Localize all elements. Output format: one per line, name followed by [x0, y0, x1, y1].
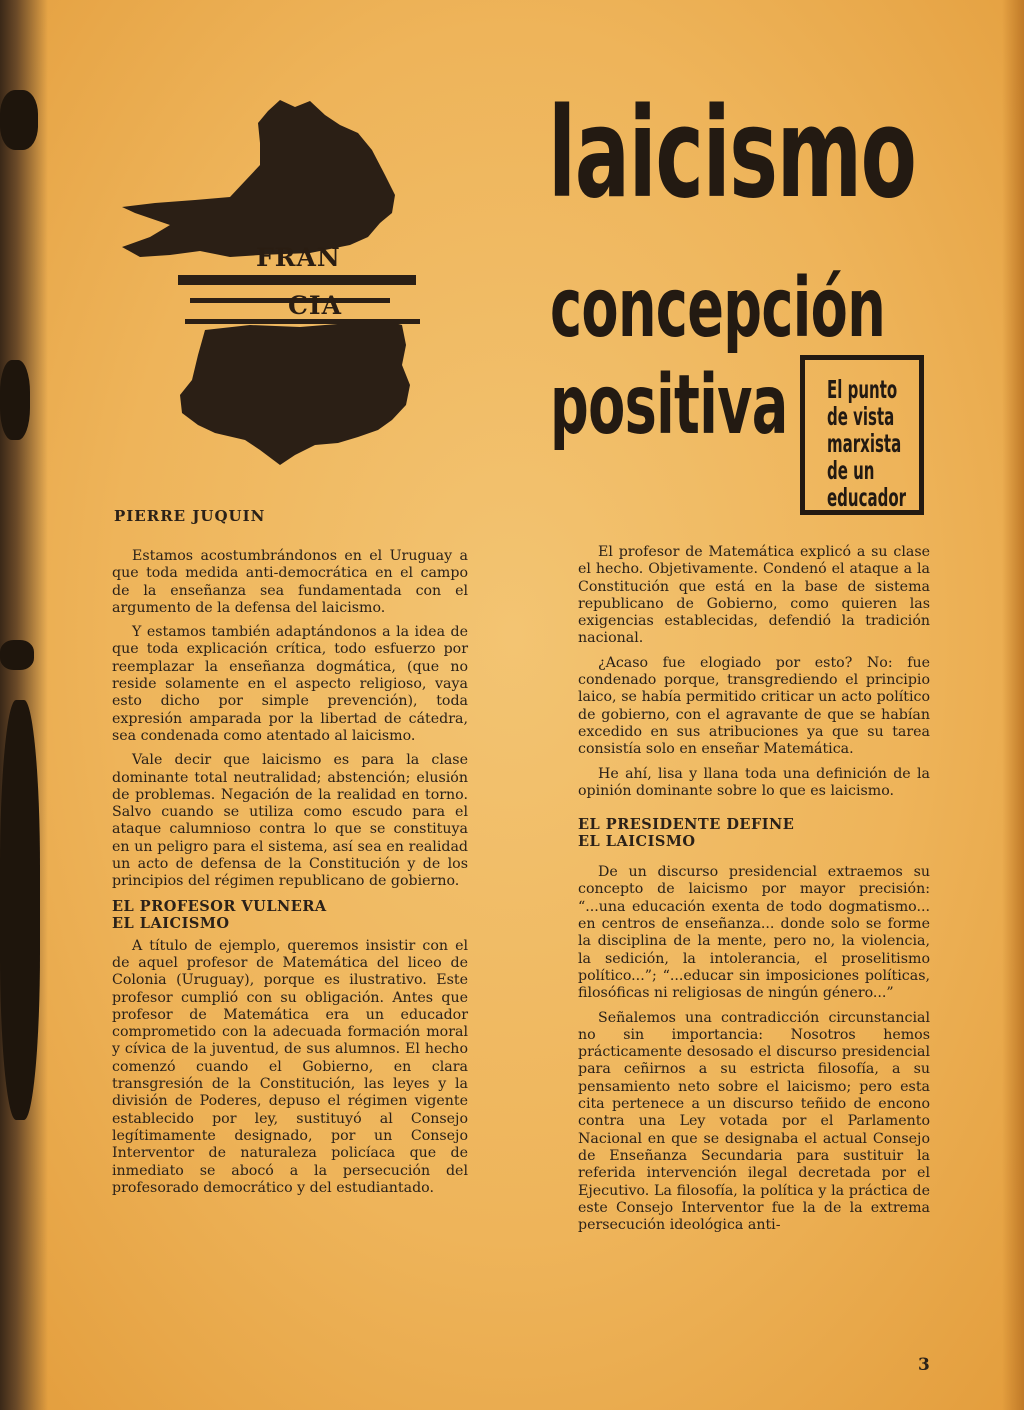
body-paragraph: ¿Acaso fue elogiado por esto? No: fue condenado porque, transgrediendo el principio laico, se había permitido criticar un acto político de gobierno, con el agravante de que se habían excedido en sus atribuciones ya que su tarea consistía solo en enseñar Matemática.	[578, 654, 930, 758]
map-label-fran: FRAN	[256, 243, 341, 272]
subtitle-line: El punto	[827, 375, 898, 404]
body-paragraph: El profesor de Matemática explicó a su clase el hecho. Objetivamente. Condenó el ataque a la Constitución que está en la base de sistema republicano de Gobierno, como quieren las exigencias establecidas, defendió la tradición nacional.	[578, 544, 930, 647]
section-heading-line: EL PRESIDENTE DEFINE	[578, 816, 795, 834]
body-paragraph: Señalemos una contradicción circunstancial no sin importancia: Nosotros hemos prácticamente desosado el discurso presidencial para ceñirnos a su estricta filosofía, a su pensamiento neto sobre el laicismo; pero esta cita pertenece a un discurso teñido de encono contra una Ley votada por el Parlamento Nacional en que se designaba el actual Consejo de Enseñanza Secundaria para sustituir la referida intervención ilegal decretada por el Ejecutivo. La filosofía, la política y la práctica de este Consejo Interventor fue la de la extrema persecución ideológica anti-	[578, 1009, 930, 1234]
body-paragraph: Estamos acostumbrándonos en el Uruguay a que toda medida anti-democrática en el campo de la enseñanza sea fundamentada con el argumento de la defensa del laicismo.	[112, 548, 468, 616]
section-heading-presidente	[578, 816, 930, 850]
page-right-edge	[1002, 0, 1024, 1410]
section-heading-line: EL LAICISMO	[578, 833, 696, 851]
body-paragraph: De un discurso presidencial extraemos su concepto de laicismo por mayor precisión: “...una educación exenta de todo dogmatismo... en centros de enseñanza... donde solo se forme la disciplina de la mente, pero no, la violencia, la sedición, la intolerancia, el proselitismo político...”; “...educar sin imposiciones políticas, filosóficas ni religiosas de ningún género...”	[578, 864, 930, 1002]
section-heading-line: EL LAICISMO	[112, 914, 230, 932]
right-column	[578, 544, 930, 1241]
subtitle-box-text	[827, 376, 906, 511]
page-number: 3	[918, 1355, 930, 1375]
subtitle-line: de un	[827, 456, 875, 485]
author-byline: PIERRE JUQUIN	[114, 507, 266, 525]
map-label-cia: CIA	[288, 291, 342, 320]
left-column	[112, 548, 468, 1204]
france-map-graphic	[110, 95, 470, 475]
section-heading-line: EL PROFESOR VULNERA	[112, 897, 327, 915]
body-paragraph: A título de ejemplo, queremos insistir con el de aquel profesor de Matemática del liceo de Colonia (Uruguay), porque es ilustrativo. Este profesor cumplió con su obligación. Antes que profesor de Matemática era un educador comprometido con la adecuada formación moral y cívica de la juventud, de sus alumnos. El hecho comenzó cuando el Gobierno, en clara transgresión de la Constitución, las leyes y la división de Poderes, depuso el régimen vigente establecido por ley, sustituyó al Consejo legítimamente designado, por un Consejo Interventor de naturaleza policíaca que de inmediato se abocó a la persecución del profesorado democrático y del estudiantado.	[112, 937, 468, 1196]
body-paragraph: Vale decir que laicismo es para la clase dominante total neutralidad; abstención; elusión de problemas. Negación de la realidad en torno. Salvo cuando se utiliza como escudo para el ataque calumnioso contra lo que se constituya en un peligro para el sistema, así sea en realidad un acto de defensa de la Constitución y de los principios del régimen republicano de gobierno.	[112, 752, 468, 890]
headline-laicismo: laicismo	[548, 82, 916, 226]
section-heading-profesor	[112, 898, 468, 932]
body-paragraph: He ahí, lisa y llana toda una definición de la opinión dominante sobre lo que es laicismo.	[578, 765, 930, 799]
subtitle-box	[800, 355, 924, 515]
subtitle-line: de vista	[827, 402, 895, 431]
body-paragraph: Y estamos también adaptándonos a la idea de que toda explicación crítica, todo esfuerzo por reemplazar la enseñanza dogmática, (que no reside solamente en el aspecto religioso, vaya esto dicho por simple prevención), toda expresión amparada por la libertad de cátedra, sea condenada como atentado al laicismo.	[112, 624, 468, 744]
subtitle-line: educador	[827, 483, 907, 512]
torn-left-edge	[0, 0, 48, 1410]
subtitle-line: marxista	[827, 429, 902, 458]
france-map-icon	[110, 95, 470, 475]
headline-concepcion: concepción	[550, 261, 886, 356]
headline-positiva: positiva	[550, 358, 788, 453]
